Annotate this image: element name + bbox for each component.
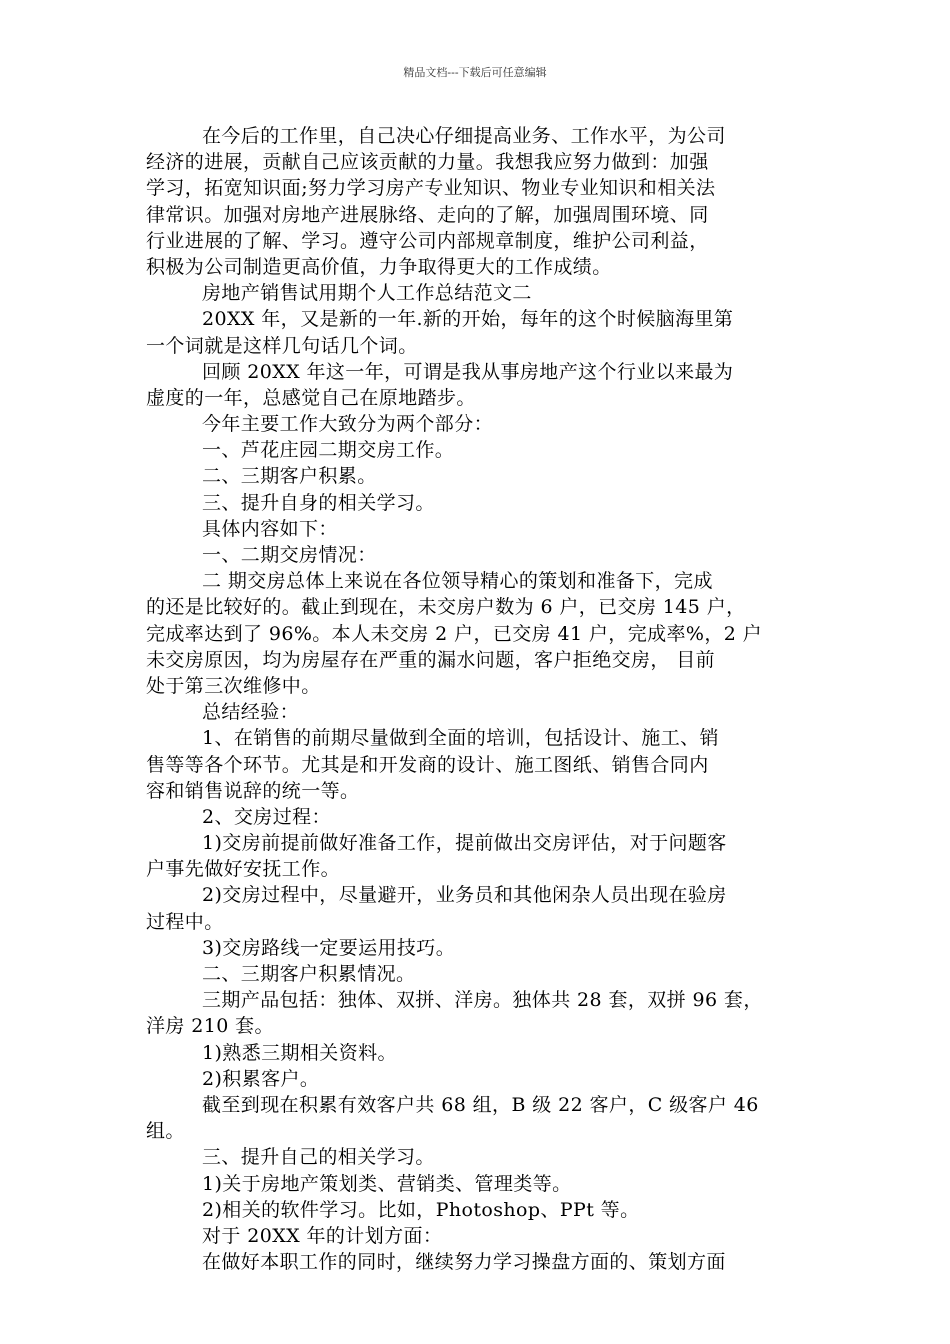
text-line: 2)相关的软件学习。比如，Photoshop、PPt 等。 [202,1198,640,1221]
text-line: 洋房 210 套。 [146,1015,274,1038]
text-line: 在今后的工作里，自己决心仔细提高业务、工作水平，为公司 [202,125,726,147]
text-line: 3)交房路线一定要运用技巧。 [202,936,456,959]
text-line: 二 期交房总体上来说在各位领导精心的策划和准备下，完成 [202,570,713,593]
text-line: 组。 [146,1120,185,1143]
document-body [146,123,810,1275]
text-line: 房地产销售试用期个人工作总结范文二 [202,282,532,305]
text-line: 2)积累客户。 [202,1067,320,1090]
text-line: 1)熟悉三期相关资料。 [202,1041,397,1064]
text-line: 完成率达到了 96%。本人未交房 2 户，已交房 41 户，完成率%，2 户 [146,622,763,645]
text-line: 总结经验： [202,701,300,724]
text-line: 三、提升自己的相关学习。 [202,1146,435,1169]
text-line: 容和销售说辞的统一等。 [146,779,360,802]
text-line: 学习，拓宽知识面;努力学习房产专业知识、物业专业知识和相关法 [146,177,716,200]
text-line: 三、提升自身的相关学习。 [202,491,435,514]
text-line: 积极为公司制造更高价值，力争取得更大的工作成绩。 [146,255,612,278]
text-line: 1)关于房地产策划类、营销类、管理类等。 [202,1172,572,1195]
text-line: 2)交房过程中，尽量避开，业务员和其他闲杂人员出现在验房 [202,884,727,907]
text-line: 回顾 20XX 年这一年，可谓是我从事房地产这个行业以来最为 [202,360,734,383]
page-header: 精品文档---下载后可任意编辑 [403,66,547,79]
text-line: 2、交房过程： [202,805,331,828]
text-line: 虚度的一年，总感觉自己在原地踏步。 [146,386,476,409]
text-line: 一、芦花庄园二期交房工作。 [202,439,455,462]
text-line: 在做好本职工作的同时，继续努力学习操盘方面的、策划方面 [202,1251,726,1274]
text-line: 行业进展的了解、学习。遵守公司内部规章制度，维护公司利益， [146,229,709,252]
text-line: 二、三期客户积累。 [202,465,377,488]
text-line: 的还是比较好的。截止到现在，未交房户数为 6 户，已交房 145 户， [146,596,746,619]
text-line: 三期产品包括：独体、双拼、洋房。独体共 28 套，双拼 96 套， [202,989,763,1012]
text-line: 过程中。 [146,910,224,933]
text-line: 一个词就是这样几句话几个词。 [146,334,418,357]
text-line: 对于 20XX 年的计划方面： [202,1224,443,1247]
text-line: 处于第三次维修中。 [146,674,321,697]
text-line: 截至到现在积累有效客户共 68 组，B 级 22 客户，C 级客户 46 [202,1093,759,1116]
text-line: 1、在销售的前期尽量做到全面的培训，包括设计、施工、销 [202,727,719,750]
text-line: 户事先做好安抚工作。 [146,858,341,881]
text-line: 律常识。加强对房地产进展脉络、走向的了解，加强周围环境、同 [146,203,709,226]
text-line: 未交房原因，均为房屋存在严重的漏水问题，客户拒绝交房， 目前 [146,648,716,671]
text-line: 一、二期交房情况： [202,544,377,566]
text-line: 1)交房前提前做好准备工作，提前做出交房评估，对于问题客 [202,832,727,855]
text-line: 具体内容如下： [202,517,338,540]
text-line: 今年主要工作大致分为两个部分： [202,413,494,436]
text-line: 20XX 年，又是新的一年.新的开始，每年的这个时候脑海里第 [202,308,734,331]
text-line: 二、三期客户积累情况。 [202,963,416,985]
text-line: 经济的进展，贡献自己应该贡献的力量。我想我应努力做到：加强 [146,151,709,174]
text-line: 售等等各个环节。尤其是和开发商的设计、施工图纸、销售合同内 [146,753,709,776]
